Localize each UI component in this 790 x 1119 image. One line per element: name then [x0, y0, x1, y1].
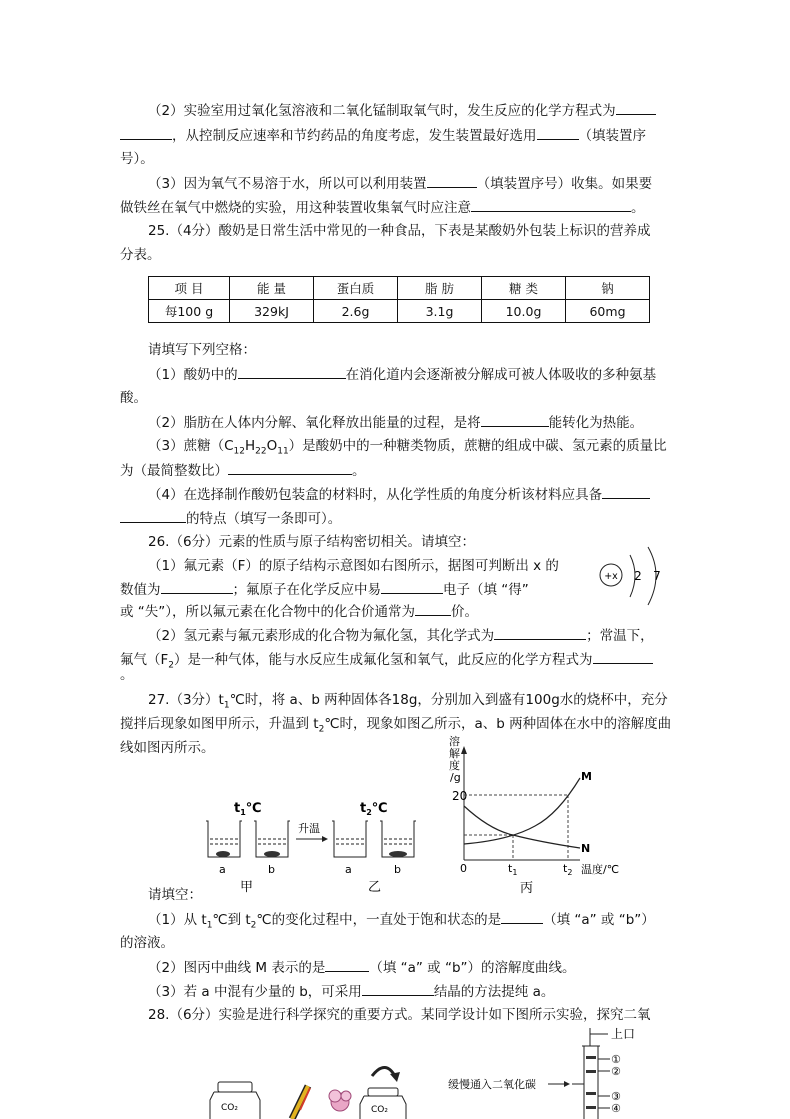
- y-axis-label-4: /g: [450, 771, 461, 784]
- q27-s3: （3）若 a 中混有少量的 b，可采用 结晶的方法提纯 a。: [148, 984, 555, 1000]
- label-yi: 乙: [368, 880, 382, 895]
- blank[interactable]: [120, 126, 172, 140]
- q28-figure: [200, 1026, 670, 1119]
- y-axis-label-2: 解: [449, 747, 460, 760]
- q26-s2-line3: 。: [120, 667, 134, 683]
- shell-1-electrons: 2: [634, 569, 642, 583]
- arrow-head: [564, 1081, 570, 1087]
- blank[interactable]: [616, 101, 656, 115]
- blank[interactable]: [537, 126, 579, 140]
- label-a: a: [219, 863, 226, 876]
- y-tick-20: 20: [452, 789, 468, 803]
- y-arrow: [461, 746, 467, 754]
- blank[interactable]: [602, 485, 650, 499]
- q25-s4-line1: （4）在选择制作酸奶包装盒的材料时，从化学性质的角度分析该材料应具备: [148, 485, 650, 504]
- beaker-b-t2: [380, 821, 416, 857]
- q25-s3-line2: 为（最简整数比） 。: [120, 463, 366, 479]
- q27-s1-line2: 的溶液。: [120, 935, 174, 951]
- q26-s1-line1: （1）氟元素（F）的原子结构示意图如右图所示，据图可判断出 x 的: [148, 558, 559, 574]
- blank[interactable]: [238, 365, 346, 379]
- blank[interactable]: [471, 198, 631, 212]
- label-a: a: [345, 863, 352, 876]
- marker-1: ①: [611, 1053, 621, 1066]
- q25-s1-line2: 酸。: [120, 390, 147, 406]
- upper-mouth-label: 上口: [611, 1027, 636, 1041]
- shell-2-electrons: 7: [653, 569, 661, 583]
- label-bing: 丙: [520, 881, 534, 896]
- heat-label: 升温: [298, 822, 320, 835]
- blank[interactable]: [481, 413, 549, 427]
- curve-M: [464, 778, 580, 844]
- solubility-chart: [440, 732, 630, 902]
- q27-fill: 请填空：: [148, 887, 202, 903]
- marker-4: ④: [611, 1102, 621, 1115]
- q25-head: 25.（4分）酸奶是日常生活中常见的一种食品，下表是某酸奶外包装上标识的营养成: [148, 223, 651, 239]
- beaker-b-t1: [254, 821, 290, 857]
- blank[interactable]: [494, 626, 586, 640]
- q24-p2-line2: ，从控制反应速率和节约药品的角度考虑，发生装置最好选用 （填装置序: [120, 126, 646, 145]
- fluorine-atom-diagram: [592, 541, 670, 611]
- blank[interactable]: [381, 580, 443, 594]
- glass-tube: [572, 1028, 608, 1119]
- blank[interactable]: [228, 461, 352, 475]
- q24-p2-line1: （2）实验室用过氧化氢溶液和二氧化锰制取氧气时，发生反应的化学方程式为: [148, 101, 656, 120]
- label-N: N: [581, 842, 591, 855]
- q24-p3-line2: 做铁丝在氧气中燃烧的实验，用这种装置收集氧气时应注意 。: [120, 200, 645, 216]
- q27-s1-line1: （1）从 $t_1℃$到 $t_2℃$的变化过程中，一直处于饱和状态的是 （填 “a” 或 “b”）: [148, 912, 655, 931]
- q25-s1-line1: （1）酸奶中的 在消化道内会逐渐被分解成可被人体吸收的多种氨基: [148, 367, 657, 383]
- y-axis-label-3: 度: [449, 759, 460, 772]
- label-b: b: [394, 863, 401, 876]
- blank[interactable]: [325, 958, 369, 972]
- q26-s2-line2: 氟气$(F_2)$是一种气体，能与水反应生成氟化氢和氧气，此反应的化学方程式为: [120, 650, 653, 675]
- blank[interactable]: [362, 982, 434, 996]
- q25-s2: （2）脂肪在人体内分解、氧化释放出能量的过程，是将 能转化为热能。: [148, 415, 644, 431]
- nutrition-table: [148, 276, 650, 323]
- blank[interactable]: [593, 650, 653, 664]
- q26-s2-line1: （2）氢元素与氟元素形成的化合物为氟化氢，其化学式为 ；常温下，: [148, 628, 654, 644]
- arrow-head: [322, 836, 328, 842]
- beaker-a-t2: [332, 821, 368, 857]
- blank[interactable]: [120, 509, 186, 523]
- jar-label: CO₂: [371, 1105, 388, 1115]
- table-row: 每100 g 329kJ 2.6g 3.1g 10.0g 60mg: [149, 300, 650, 323]
- x-axis-label: 温度/℃: [581, 863, 620, 876]
- co2-jar-2: [360, 1088, 406, 1119]
- q25-head2: 分表。: [120, 247, 161, 263]
- table-row: 项 目 能 量 蛋白质 脂 肪 糖 类 钠: [149, 277, 650, 300]
- co2-jar-1: [210, 1082, 260, 1119]
- dropper-and-flower: [292, 1086, 351, 1119]
- inlet-label: 缓慢通入二氧化碳: [448, 1078, 536, 1091]
- q25-s4-line2: 的特点（填写一条即可）。: [120, 509, 341, 528]
- q25-s3-line1: （3）蔗糖$(C_{12}H_{22}O_{11})$是酸奶中的一种糖类物质，蔗糖的组成中碳、氢元素的质量比: [148, 438, 667, 457]
- q27-line1: 27.（3分）$t_1℃$时，将 a、b 两种固体各18g，分别加入到盛有100g水的烧杯中，充分: [148, 692, 668, 711]
- jar-label: CO₂: [221, 1103, 238, 1113]
- blank[interactable]: [415, 602, 451, 616]
- label-b: b: [268, 863, 275, 876]
- q24-p2-line3: 号）。: [120, 151, 154, 167]
- y-axis-label-1: 溶: [449, 735, 460, 748]
- q24-p3-line1: （3）因为氧气不易溶于水，所以可以利用装置 （填装置序号）收集。如果要: [148, 176, 653, 192]
- q26-s1-line3: 或 “失”），所以氟元素在化合物中的化合价通常为 价。: [120, 604, 479, 620]
- q28-head: 28.（6分）实验是进行科学探究的重要方式。某同学设计如下图所示实验，探究二氧: [148, 1007, 651, 1023]
- label-t2: $t_2℃$: [360, 801, 388, 817]
- q26-head: 26.（6分）元素的性质与原子结构密切相关。请填空：: [148, 534, 476, 550]
- q25-fill: 请填写下列空格：: [148, 342, 256, 358]
- x-tick-0: 0: [460, 862, 467, 875]
- label-t1: $t_1℃$: [234, 801, 262, 817]
- marker-3: ③: [611, 1090, 621, 1103]
- marker-2: ②: [611, 1065, 621, 1078]
- label-jia: 甲: [240, 880, 254, 895]
- q27-line3: 线如图丙所示。: [120, 740, 215, 756]
- arrow-head: [390, 1072, 400, 1082]
- q27-s2: （2）图丙中曲线 M 表示的是 （填 “a” 或 “b”）的溶解度曲线。: [148, 960, 576, 976]
- blank[interactable]: [427, 174, 477, 188]
- q26-s1-line2: 数值为 ；氟原子在化学反应中易 电子（填 “得”: [120, 582, 529, 598]
- blank[interactable]: [501, 910, 543, 924]
- blank[interactable]: [161, 580, 233, 594]
- x-tick-t1: $t_1$: [508, 862, 518, 877]
- q27-line2: 搅拌后现象如图甲所示，升温到 $t_2℃$时，现象如图乙所示，a、b 两种固体在水中的溶解度曲: [120, 716, 672, 735]
- nucleus-label: +x: [604, 571, 618, 582]
- x-tick-t2: $t_2$: [563, 862, 573, 877]
- label-M: M: [581, 770, 592, 783]
- beaker-a-t1: [206, 821, 242, 857]
- beaker-figure: [200, 795, 435, 895]
